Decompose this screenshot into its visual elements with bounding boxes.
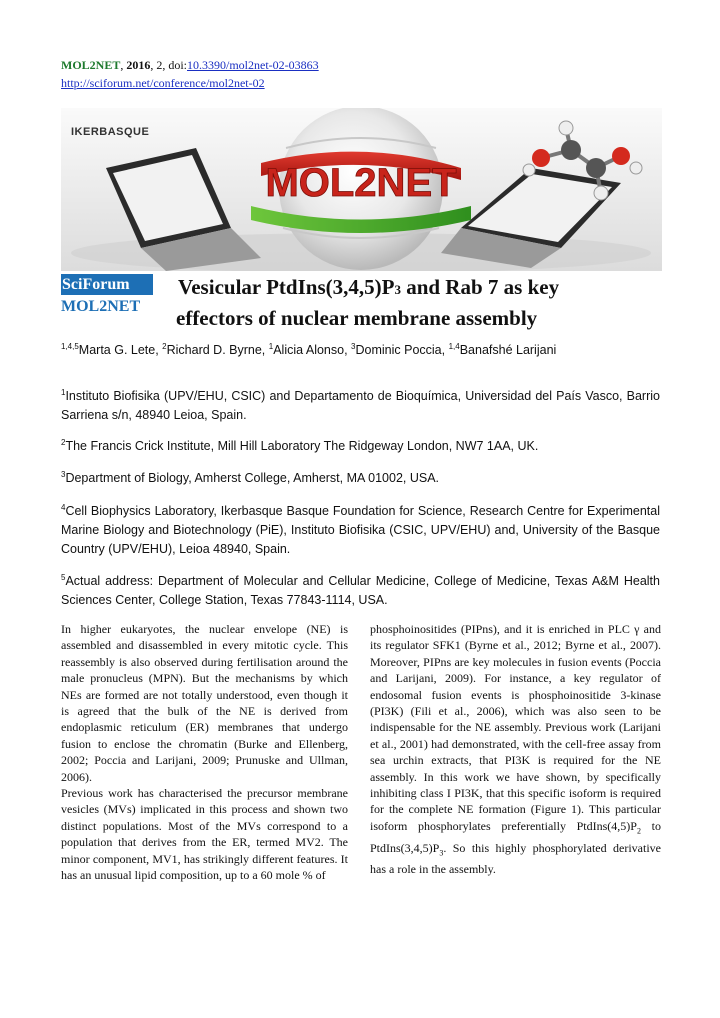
sciforum-label: SciForum	[61, 274, 153, 295]
mol2net-logo-text: MOL2NET	[265, 161, 457, 205]
paragraph: phosphoinositides (PIPns), and it is enriched in PLC γ and its regulator SFK1 (Byrne et al., 2012; Byrne et al., 2007). Moreover, PIPns are key molecules in fusion events (Poccia and Larijani, 2009). For instance, a key regulator of endosomal fusion events is phosphoinositide 3-kinase (PI3K) (Fili et al., 2006), which was also seen to be indispensable for the NE assembly. Previous work (Larijani et al., 2001) had demonstrated, with the cell-free assay from sea urchin extracts, that PI3K is required for the NE assembly. In this work we have shown, by specifically inhibiting class I PI3K, that this specific isoform is required for the complete NE formation (Figure 1). This particular isoform phosphorylates preferentially $PtdIns(4,5)P_2$ to $PtdIns(3,4,5)P_3$. So this highly phosphorylated derivative has a role in the assembly.	[370, 622, 661, 877]
mol2net-label: MOL2NET	[61, 298, 141, 315]
title-line-1: Vesicular PtdIns(3,4,5)P3 and Rab 7 as key	[178, 275, 560, 299]
affiliation-2: $^2$The Francis Crick Institute, Mill Hill Laboratory The Ridgeway London, NW7 1AA, UK.	[61, 438, 539, 454]
conference-banner	[61, 108, 662, 271]
paragraph: Previous work has characterised the precursor membrane vesicles (MVs) implicated in this process and shown two distinct populations. Most of the MVs correspond to a population that derives from the ER, termed MV2. The minor component, MV1, has strikingly different features. It has an unusual lipid composition, up to a 60 mole % of	[61, 786, 348, 883]
affiliation-4: $^4$Cell Biophysics Laboratory, Ikerbasque Basque Foundation for Science, Research Centre for Experimental Marine Biology and Biotechnology (PiE), Instituto Biofisika (CSIC, UPV/EHU) and, University of the Basque Country (UPV/EHU), Leioa 48940, Spain.	[61, 503, 660, 557]
author-name: Alicia Alonso,	[273, 343, 352, 358]
author-name: Dominic Poccia,	[355, 343, 449, 358]
paragraph: In higher eukaryotes, the nuclear envelope (NE) is assembled and disassembled in every mitotic cycle. This reassembly is also observed during fertilisation around the male pronucleus (MPN). But the mechanisms by which NEs are formed are not totally understood, even though it is agreed that the bulk of the NE is derived from endoplasmic reticulum (ER) membranes that undergo fusion to enclose the chromatin (Burke and Ellenberg, 2002; Poccia and Larijani, 2009; Prunuske and Ullman, 2006).	[61, 622, 348, 784]
conference-url-link[interactable]: http://sciforum.net/conference/mol2net-02	[61, 76, 265, 90]
volume-doi-prefix: , 2, doi:	[150, 58, 188, 72]
author-name: Banafshé Larijani	[459, 343, 557, 358]
affiliation-1: $^1$Instituto Biofisika (UPV/EHU, CSIC) and Departamento de Bioquímica, Universidad del País Vasco, Barrio Sarriena s/n, 48940 Leioa, Spain.	[61, 388, 660, 423]
author-name: Marta G. Lete,	[78, 343, 163, 358]
affiliation-3: $^3$Department of Biology, Amherst College, Amherst, MA 01002, USA.	[61, 470, 440, 486]
body-column-left	[61, 621, 348, 884]
author-name: Richard D. Byrne,	[166, 343, 269, 358]
affiliation-5: $^5$Actual address: Department of Molecular and Cellular Medicine, College of Medicine, Texas A&M Health Sciences Center, College Station, Texas 77843-1114, USA.	[61, 573, 660, 608]
title-line-2: effectors of nuclear membrane assembly	[176, 306, 538, 330]
citation-line: MOL2NET, 2016, 2, doi:10.3390/mol2net-02-03863	[61, 58, 319, 72]
journal-name: MOL2NET	[61, 58, 121, 72]
ikerbasque-logo-text: IKERBASQUE	[71, 126, 150, 138]
journal-year: 2016	[126, 58, 151, 72]
paper-title	[178, 273, 559, 333]
doi-link[interactable]: 10.3390/mol2net-02-03863	[187, 58, 319, 72]
page-header	[61, 56, 319, 92]
author-list: $^{1,4,5}$Marta G. Lete, $^2$Richard D. Byrne, $^1$Alicia Alonso, $^3$Dominic Poccia, $^{1,4}$Banafshé Larijani	[61, 342, 557, 358]
body-column-right	[370, 621, 661, 878]
